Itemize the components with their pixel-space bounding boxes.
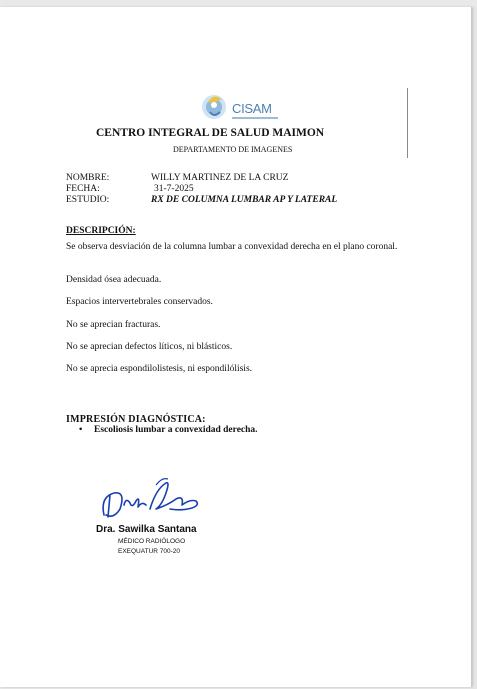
study-label: ESTUDIO: <box>66 195 110 205</box>
logo-text: CISAM <box>232 101 272 116</box>
doctor-role: MÉDICO RADIÓLOGO <box>118 538 186 545</box>
doctor-exequatur: EXEQUATUR 700-20 <box>118 548 181 555</box>
header-divider <box>407 88 408 158</box>
finding-paragraph: No se aprecian defectos líticos, ni blásticos. <box>66 342 233 352</box>
finding-paragraph: Densidad ósea adecuada. <box>66 275 162 285</box>
finding-paragraph: Espacios intervertebrales conservados. <box>66 297 213 307</box>
impression-heading: IMPRESIÓN DIAGNÓSTICA: <box>66 414 206 425</box>
name-label: NOMBRE: <box>66 173 110 183</box>
logo-emblem-icon <box>198 90 232 122</box>
institution-title: CENTRO INTEGRAL DE SALUD MAIMON <box>96 127 325 139</box>
study-name: RX DE COLUMNA LUMBAR AP Y LATERAL <box>151 195 338 205</box>
description-heading: DESCRIPCIÓN: <box>66 226 136 236</box>
finding-paragraph: No se aprecian fracturas. <box>66 320 161 330</box>
department-name: DEPARTAMENTO DE IMAGENES <box>173 145 293 154</box>
document-page <box>0 7 472 687</box>
viewer-top-bar <box>0 0 477 7</box>
handwritten-signature <box>96 475 206 525</box>
date-label: FECHA: <box>66 184 100 194</box>
exam-date: 31-7-2025 <box>154 184 194 194</box>
impression-item <box>80 425 258 435</box>
cisam-logo <box>198 90 278 124</box>
logo-underline <box>232 117 278 119</box>
impression-item-text: Escoliosis lumbar a convexidad derecha. <box>94 425 258 435</box>
finding-paragraph: No se aprecia espondilolistesis, ni espondilólisis. <box>66 364 253 374</box>
patient-name: WILLY MARTINEZ DE LA CRUZ <box>151 173 289 183</box>
finding-paragraph: Se observa desviación de la columna lumbar a convexidad derecha en el plano coronal. <box>66 242 398 252</box>
doctor-name: Dra. Sawilka Santana <box>96 524 197 535</box>
